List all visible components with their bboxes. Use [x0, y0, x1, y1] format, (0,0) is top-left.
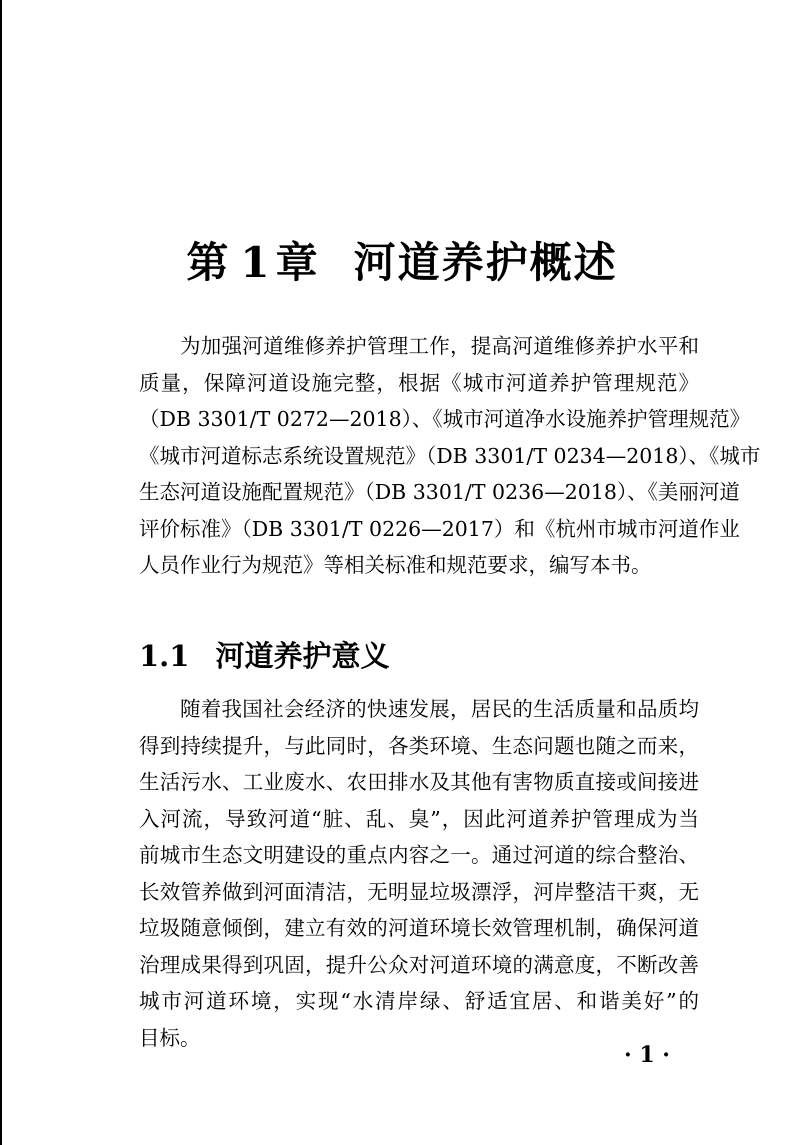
paragraph-line: 入河流，导致河道“脏、乱、臭”，因此河道养护管理成为当: [139, 806, 699, 831]
chapter-label: 第: [186, 238, 231, 288]
paragraph-line: 人员作业行为规范》等相关标准和规范要求，编写本书。: [139, 553, 652, 577]
intro-paragraph: [139, 328, 761, 584]
section-title: 河道养护意义: [215, 639, 390, 674]
section-paragraph: [139, 691, 699, 1056]
paragraph-line: 治理成果得到巩固，提升公众对河道环境的满意度，不断改善: [139, 952, 699, 977]
paragraph-line: 生态河道设施配置规范》（DB 3301/T 0236—2018）、《美丽河道: [139, 480, 740, 504]
paragraph-line: 长效管养做到河面清洁，无明显垃圾漂浮，河岸整洁干爽，无: [139, 879, 699, 904]
page-number: · 1 ·: [624, 1042, 670, 1068]
paragraph-line: 随着我国社会经济的快速发展，居民的生活质量和品质均: [180, 697, 699, 721]
chapter-suffix: 章: [275, 238, 320, 288]
paragraph-line: 城市河道环境，实现“水清岸绿、舒适宜居、和谐美好”的: [139, 989, 699, 1013]
paragraph-line: 垃圾随意倾倒，建立有效的河道环境长效管理机制，确保河道: [139, 916, 699, 940]
paragraph-line: 质量，保障河道设施完整，根据《城市河道养护管理规范》: [139, 370, 699, 395]
paragraph-line: 前城市生态文明建设的重点内容之一。通过河道的综合整治、: [139, 843, 699, 867]
section-number: 1.1: [139, 639, 190, 674]
paragraph-line: 目标。: [139, 1025, 201, 1050]
chapter-number: 1: [240, 238, 272, 288]
section-heading: [139, 634, 389, 675]
paragraph-line: （DB 3301/T 0272—2018）、《城市河道净水设施养护管理规范》: [139, 407, 751, 431]
chapter-title: [2, 230, 800, 290]
paragraph-line: 生活污水、工业废水、农田排水及其他有害物质直接或间接进: [139, 770, 699, 794]
paragraph-line: 得到持续提升，与此同时，各类环境、生态问题也随之而来，: [139, 733, 699, 758]
paragraph-line: 为加强河道维修养护管理工作，提高河道维修养护水平和: [180, 334, 699, 358]
paragraph-line: 评价标准》（DB 3301/T 0226—2017）和《杭州市城市河道作业: [139, 516, 740, 541]
paragraph-line: 《城市河道标志系统设置规范》（DB 3301/T 0234—2018）、《城市: [139, 443, 761, 468]
chapter-title-text: 河道养护概述: [353, 238, 618, 288]
